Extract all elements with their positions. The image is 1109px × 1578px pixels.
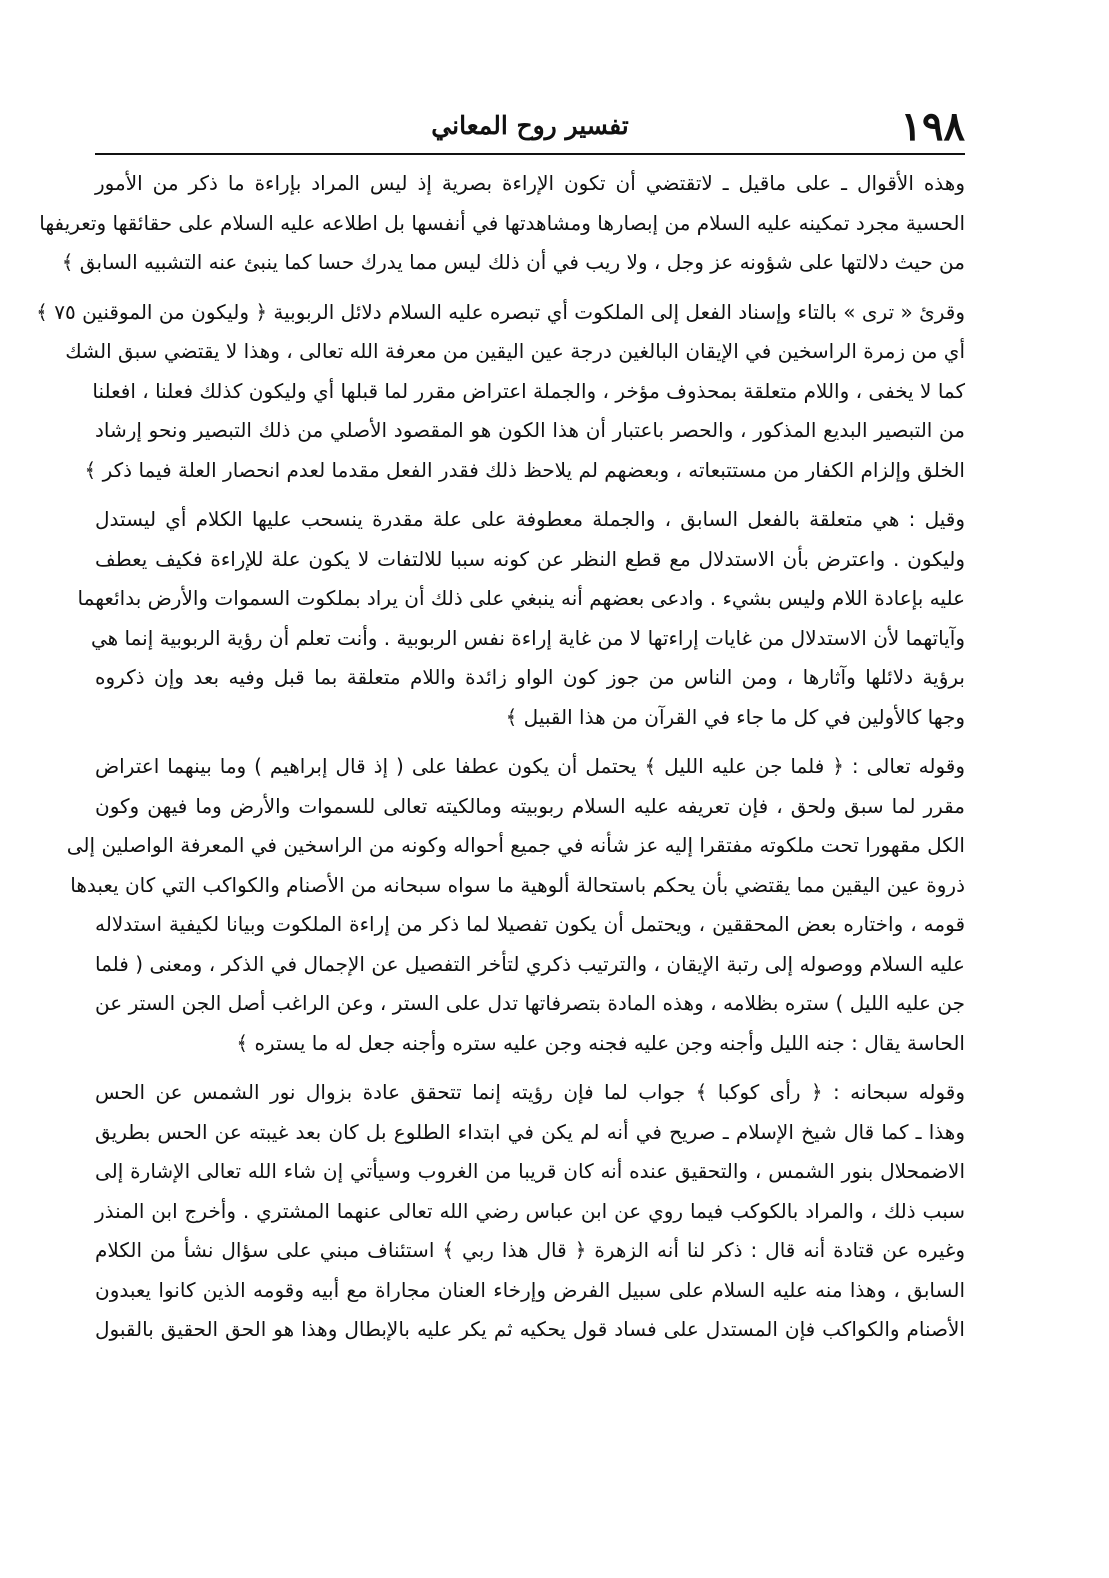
text-line: ذروة عين اليقين مما يقتضي بأن يحكم باستحالة ألوهية ما سواه سبحانه من الأصنام والكواكب التي كان يعبدها xyxy=(70,872,965,897)
text-line: سبب ذلك ، والمراد بالكوكب فيما روي عن ابن عباس رضي الله تعالى عنهما المشتري . وأخرج ابن المنذر xyxy=(95,1198,965,1223)
text-line: وجها كالأولين في كل ما جاء في القرآن من هذا القبيل ﴾ xyxy=(505,704,965,729)
text-line: من التبصير البديع المذكور ، والحصر باعتبار أن هذا الكون هو المقصود الأصلي من ذلك التبصير ونحو إرشاد xyxy=(95,418,965,442)
running-title: تفسير روح المعاني xyxy=(431,111,629,140)
page-header xyxy=(95,100,965,154)
text-line: كما لا يخفى ، واللام متعلقة بمحذوف مؤخر ، والجملة اعتراض مقرر لما قبلها أي وليكون كذلك فعلنا ، افعلنا xyxy=(92,378,965,403)
text-line: من حيث دلالتها على شؤونه عز وجل ، ولا ريب في أن ذلك ليس مما يدرك حسا كما ينبئ عنه التشبيه السابق ﴾ xyxy=(61,250,965,274)
text-line: وهذه الأقوال ـ على ماقيل ـ لاتقتضي أن تكون الإراءة بصرية إذ ليس المراد بإراءة ما ذكر من الأمور xyxy=(95,171,965,195)
text-line: وليكون . واعترض بأن الاستدلال مع قطع النظر عن كونه سببا للالتفات لا يكون علة للإراءة فكيف يعطف xyxy=(95,546,965,571)
paragraph-5 xyxy=(95,1073,965,1350)
text-line: برؤية دلائلها وآثارها ، ومن الناس من جوز كون الواو زائدة واللام متعلقة بما قبل وفيه بعد وإن ذكروه xyxy=(95,665,965,689)
text-line: وقيل : هي متعلقة بالفعل السابق ، والجملة معطوفة على علة مقدرة ينسحب عليها الكلام أي ليستدل xyxy=(95,507,965,531)
text-line: وقوله سبحانه : ﴿ رأى كوكبا ﴾ جواب لما فإن رؤيته إنما تتحقق عادة بزوال نور الشمس عن الحس xyxy=(95,1080,965,1104)
text-line: الكل مقهورا تحت ملكوته مفتقرا إليه عز شأنه في جميع أحواله وكونه من الراسخين في المعرفة الواصلين إلى xyxy=(66,833,965,857)
text-line: عليه بإعادة اللام وليس بشيء . وادعى بعضهم أنه ينبغي على ذلك أن يراد بملكوت السموات والأرض بدائعهما xyxy=(77,586,965,610)
text-line: الأصنام والكواكب فإن المستدل على فساد قول يحكيه ثم يكر عليه بالإبطال وهذا هو الحق الحقيق بالقبول xyxy=(95,1317,965,1341)
text-line: وقرئ « ترى » بالتاء وإسناد الفعل إلى الملكوت أي تبصره عليه السلام دلائل الربوبية ﴿ وليكون من الموقنين ٧٥ ﴾ xyxy=(36,299,965,324)
paragraph-4 xyxy=(66,747,965,1063)
text-line: أي من زمرة الراسخين في الإيقان البالغين درجة عين اليقين من معرفة الله تعالى ، وهذا لا يقتضي سبق الشك xyxy=(65,339,965,363)
paragraph-2 xyxy=(36,293,965,491)
text-line: مقرر لما سبق ولحق ، فإن تعريفه عليه السلام ربوبيته ومالكيته تعالى للسموات والأرض وما فيهن وكون xyxy=(95,793,965,818)
page-number: ١٩٨ xyxy=(900,103,965,150)
text-line: وهذا ـ كما قال شيخ الإسلام ـ صريح في أنه لم يكن في ابتداء الطلوع بل كان بعد غيبته عن الحس بطريق xyxy=(95,1119,965,1144)
text-line: الحاسة يقال : جنه الليل وأجنه وجن عليه فجنه وجن عليه ستره وأجنه جعل له ما يستره ﴾ xyxy=(236,1030,965,1055)
text-line: جن عليه الليل ) ستره بظلامه ، وهذه المادة بتصرفاتها تدل على الستر ، وعن الراغب أصل الجن الستر عن xyxy=(95,991,965,1015)
text-line: عليه السلام ووصوله إلى رتبة الإيقان ، والترتيب ذكري لتأخر التفصيل عن الإجمال في الذكر ، ومعنى ( فلما xyxy=(95,951,965,976)
text-line: وغيره عن قتادة أنه قال : ذكر لنا أنه الزهرة ﴿ قال هذا ربي ﴾ استئناف مبني على سؤال نشأ من الكلام xyxy=(95,1238,965,1262)
text-line: السابق ، وهذا منه عليه السلام على سبيل الفرض وإرخاء العنان مجاراة مع أبيه وقومه الذين كانوا يعبدون xyxy=(95,1277,965,1302)
text-line: وقوله تعالى : ﴿ فلما جن عليه الليل ﴾ يحتمل أن يكون عطفا على ( إذ قال إبراهيم ) وما بينهما اعتراض xyxy=(95,754,965,778)
text-line: الخلق وإلزام الكفار من مستتبعاته ، وبعضهم لم يلاحظ ذلك فقدر الفعل مقدما لعدم انحصار العلة فيما ذكر ﴾ xyxy=(84,457,965,482)
text-line: الحسية مجرد تمكينه عليه السلام من إبصارها ومشاهدتها في أنفسها بل اطلاعه عليه السلام على حقائقها وتعريفها xyxy=(39,210,965,235)
text-line: وآياتهما لأن الاستدلال من غايات إراءتها لا من غاية إراءة نفس الربوبية . وأنت تعلم أن رؤية الربوبية إنما هي xyxy=(90,625,965,650)
text-line: قومه ، واختاره بعض المحققين ، ويحتمل أن يكون تفصيلا لما ذكر من إراءة الملكوت وبيانا لكيفية استدلاله xyxy=(95,912,965,936)
tafsir-body xyxy=(36,164,965,1360)
paragraph-3 xyxy=(77,500,965,737)
paragraph-1 xyxy=(39,164,965,283)
text-line: الاضمحلال بنور الشمس ، والتحقيق عنده أنه كان قريبا من الغروب وسيأتي إن شاء الله تعالى الإشارة إلى xyxy=(95,1159,965,1183)
header-divider xyxy=(95,153,965,155)
